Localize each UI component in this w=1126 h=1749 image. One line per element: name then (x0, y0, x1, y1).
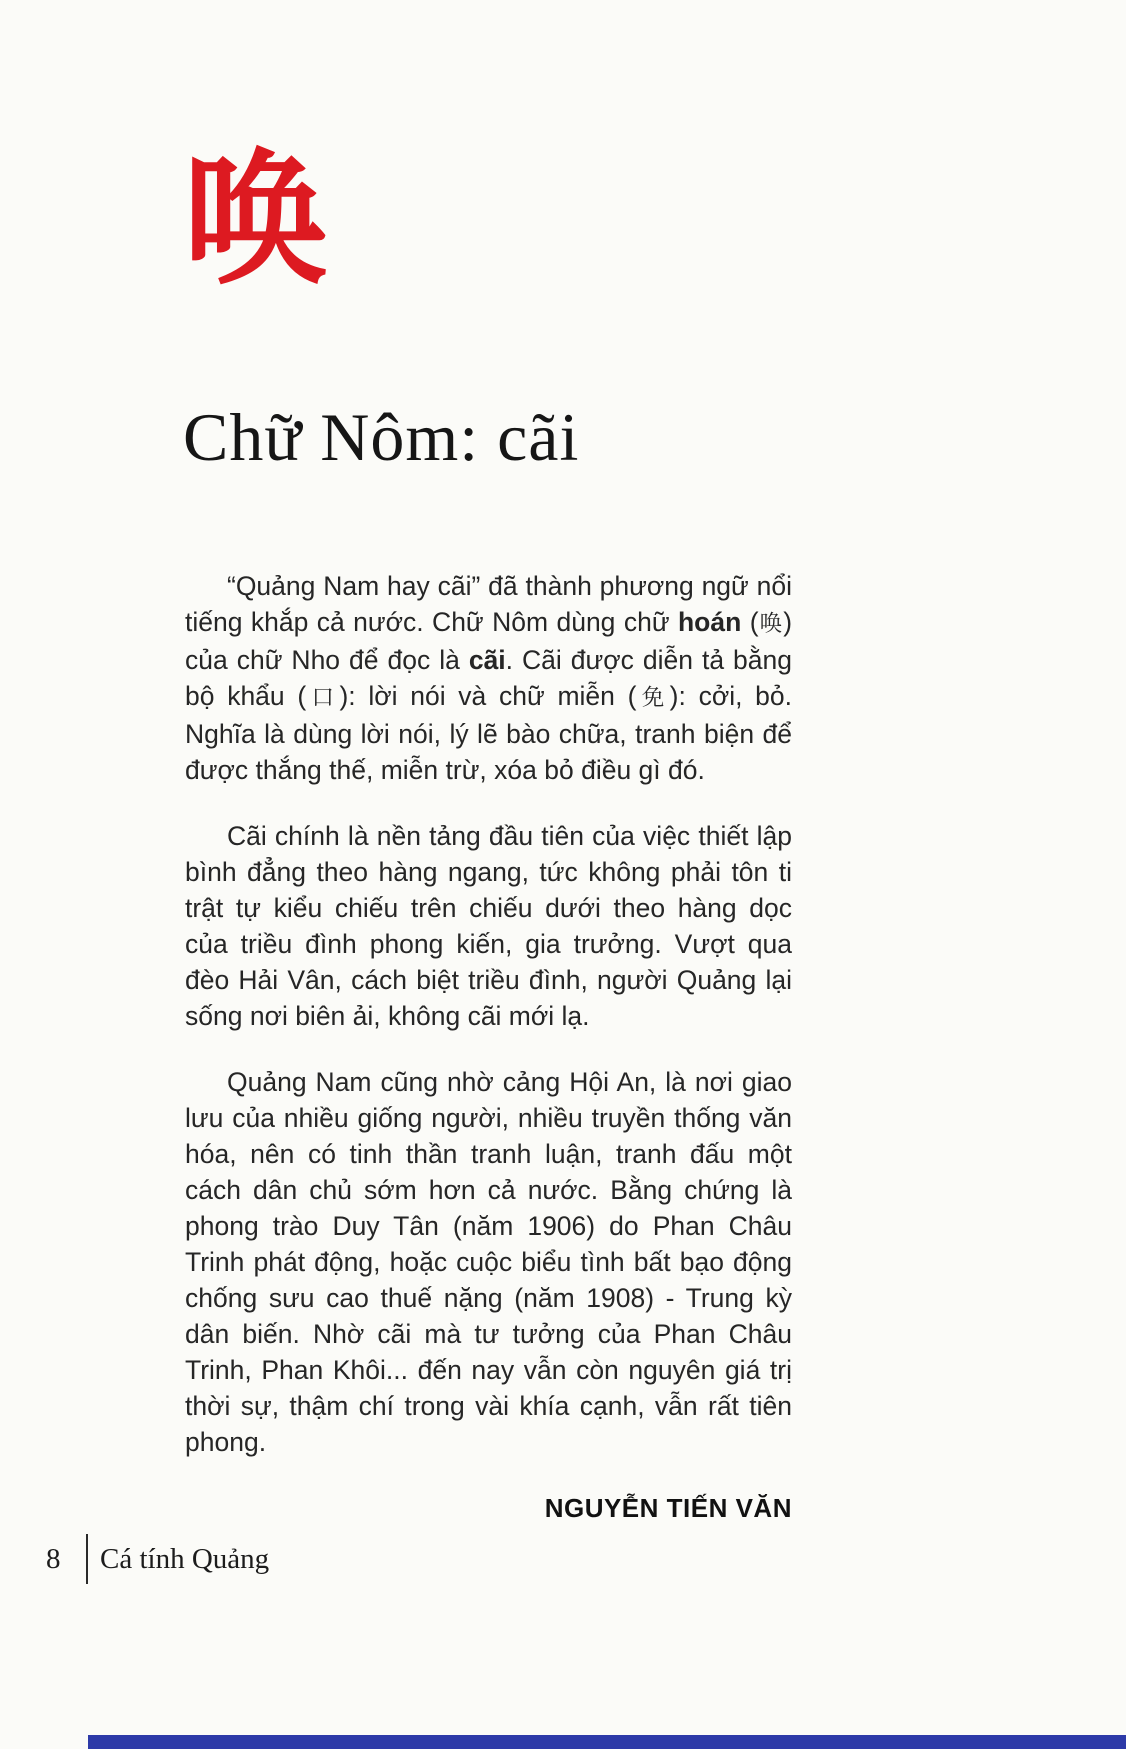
page-footer (46, 1534, 269, 1584)
body-text-column (185, 568, 792, 1526)
text-segment: ): lời nói và chữ miễn ( (339, 681, 637, 711)
paragraph-2 (185, 818, 792, 1034)
nom-character-inline-mien: 免 (636, 685, 670, 711)
text-segment: “Quảng Nam hay cãi” đã thành phương ngữ nổi tiếng khắp cả nước. Chữ Nôm dùng chữ (185, 571, 792, 637)
nom-character-inline-khau: 口 (306, 685, 340, 711)
text-segment: Cãi chính là nền tảng đầu tiên của việc thiết lập bình đẳng theo hàng ngang, tức không phải tôn ti trật tự kiểu chiếu trên chiếu dưới theo hàng dọc của triều đình phong kiến, gia trưởng. Vượt qua đèo Hải Vân, cách biệt triều đình, người Quảng lại sống nơi biên ải, không cãi mới lạ. (185, 821, 792, 1031)
text-segment: ): cởi, bỏ. Nghĩa là dùng lời nói, lý lẽ bào chữa, tranh biện để được thắng thế, miễn trừ, xóa bỏ điều gì đó. (185, 681, 793, 785)
author-name: NGUYỄN TIẾN VĂN (544, 1493, 792, 1523)
bold-term-hoan: hoán (678, 607, 742, 637)
paragraph-3 (185, 1064, 792, 1460)
text-segment: ( (741, 607, 759, 637)
bold-term-cai: cãi (468, 645, 506, 675)
footer-divider (86, 1534, 88, 1584)
nom-character-inline-hoan: 唤 (758, 611, 784, 637)
page-edge-bar (88, 1735, 1126, 1749)
text-segment: ) của chữ Nho để đọc là (185, 607, 793, 675)
text-segment: . Cãi được diễn tả bằng bộ khẩu ( (185, 645, 792, 711)
page-number: 8 (46, 1542, 61, 1575)
paragraph-1 (185, 568, 792, 788)
text-segment: Quảng Nam cũng nhờ cảng Hội An, là nơi giao lưu của nhiều giống người, nhiều truyền thống văn hóa, nên có tinh thần tranh luận, tranh đấu một cách dân chủ sớm hơn cả nước. Bằng chứng là phong trào Duy Tân (năm 1906) do Phan Châu Trinh phát động, hoặc cuộc biểu tình bất bạo động chống sưu cao thuế nặng (năm 1908) - Trung kỳ dân biến. Nhờ cãi mà tư tưởng của Phan Châu Trinh, Phan Khôi... đến nay vẫn còn nguyên giá trị thời sự, thậm chí trong vài khía cạnh, vẫn rất tiên phong. (185, 1067, 792, 1457)
book-title: Cá tính Quảng (100, 1542, 270, 1575)
nom-character-large: 唤 (183, 136, 328, 305)
page-title: Chữ Nôm: cãi (183, 399, 580, 475)
